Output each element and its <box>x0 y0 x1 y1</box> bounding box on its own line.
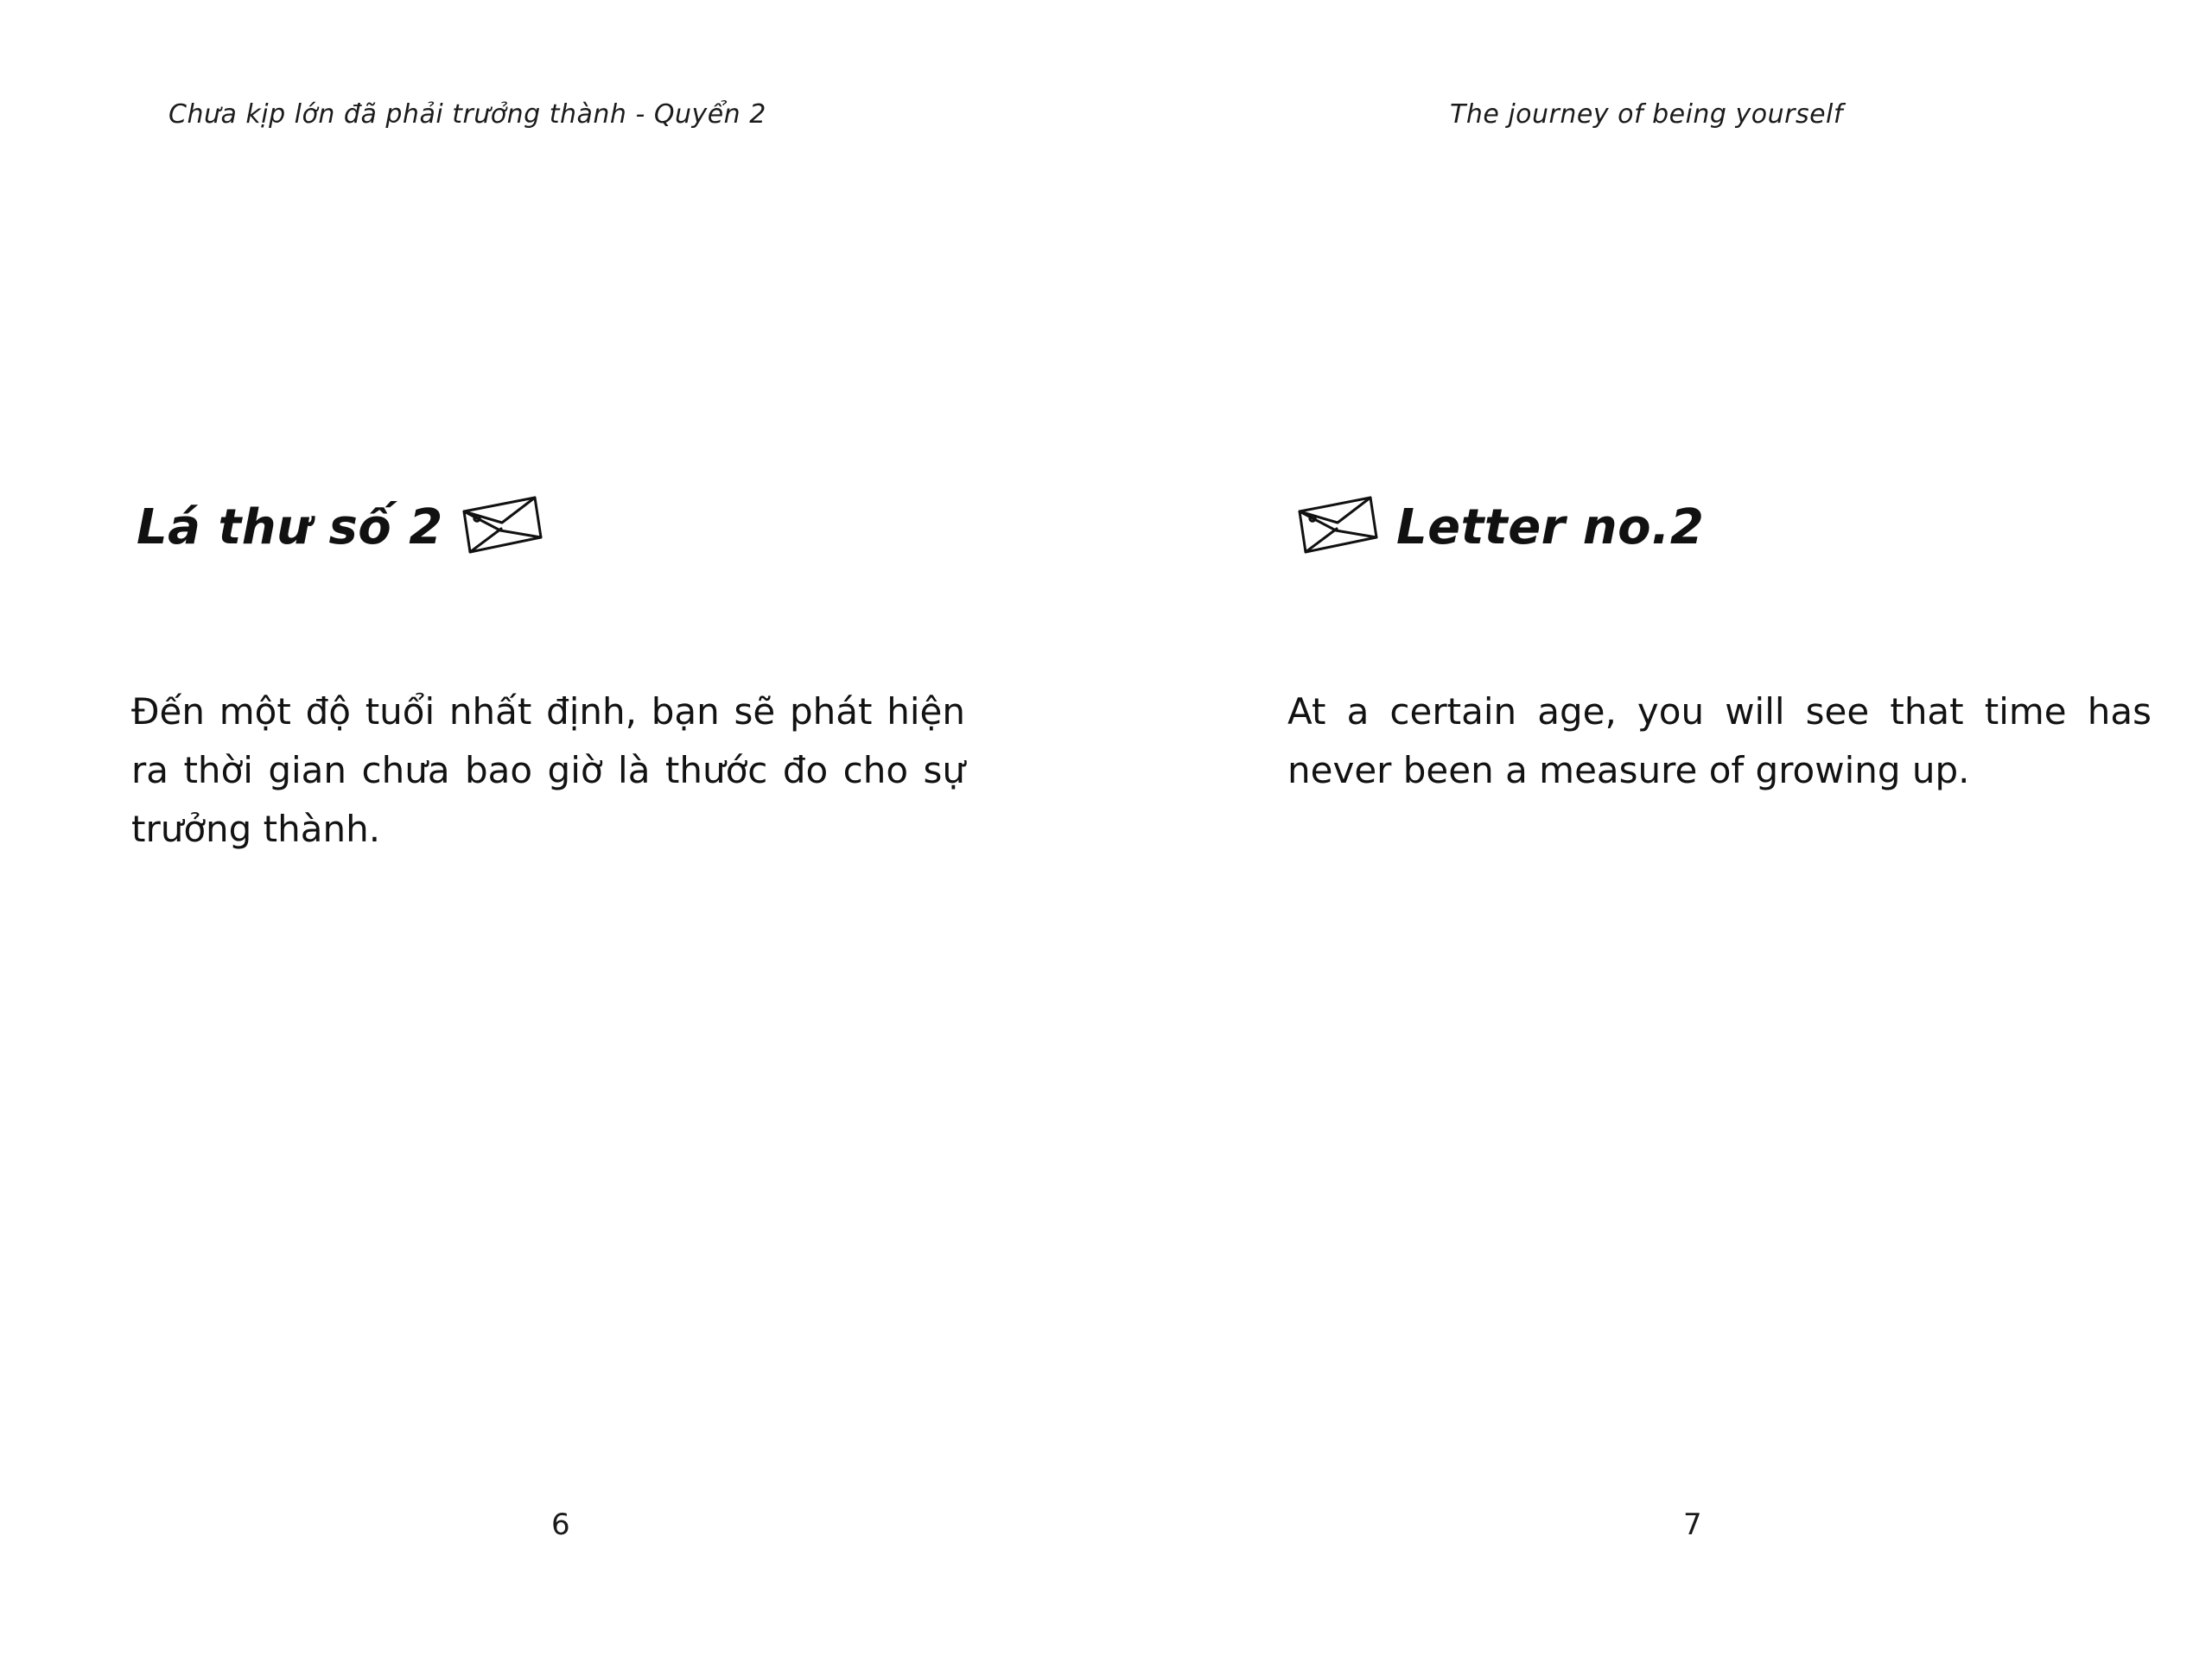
letter-title-text-left: Lá thư số 2 <box>137 498 443 555</box>
envelope-icon <box>1294 492 1381 562</box>
right-page <box>1106 0 2212 1663</box>
letter-body-right: At a certain age, you will see that time has never been a measure of growing up. <box>1287 690 2164 792</box>
running-head-left: Chưa kịp lớn đã phải trưởng thành - Quyển 2 <box>168 99 766 130</box>
letter-body-left: Đến một độ tuổi nhất định, bạn sẽ phát hiện ra thời gian chưa bao giờ là thước đo cho sự trưởng thành. <box>131 690 977 851</box>
letter-title-text-right: Letter no.2 <box>1396 498 1705 555</box>
page-number-left: 6 <box>551 1507 570 1542</box>
letter-title-left <box>137 492 545 562</box>
page-number-right: 7 <box>1683 1507 1702 1542</box>
letter-title-right <box>1294 492 1704 562</box>
envelope-icon <box>459 492 545 562</box>
running-head-right: The journey of being yourself <box>1450 99 1843 130</box>
